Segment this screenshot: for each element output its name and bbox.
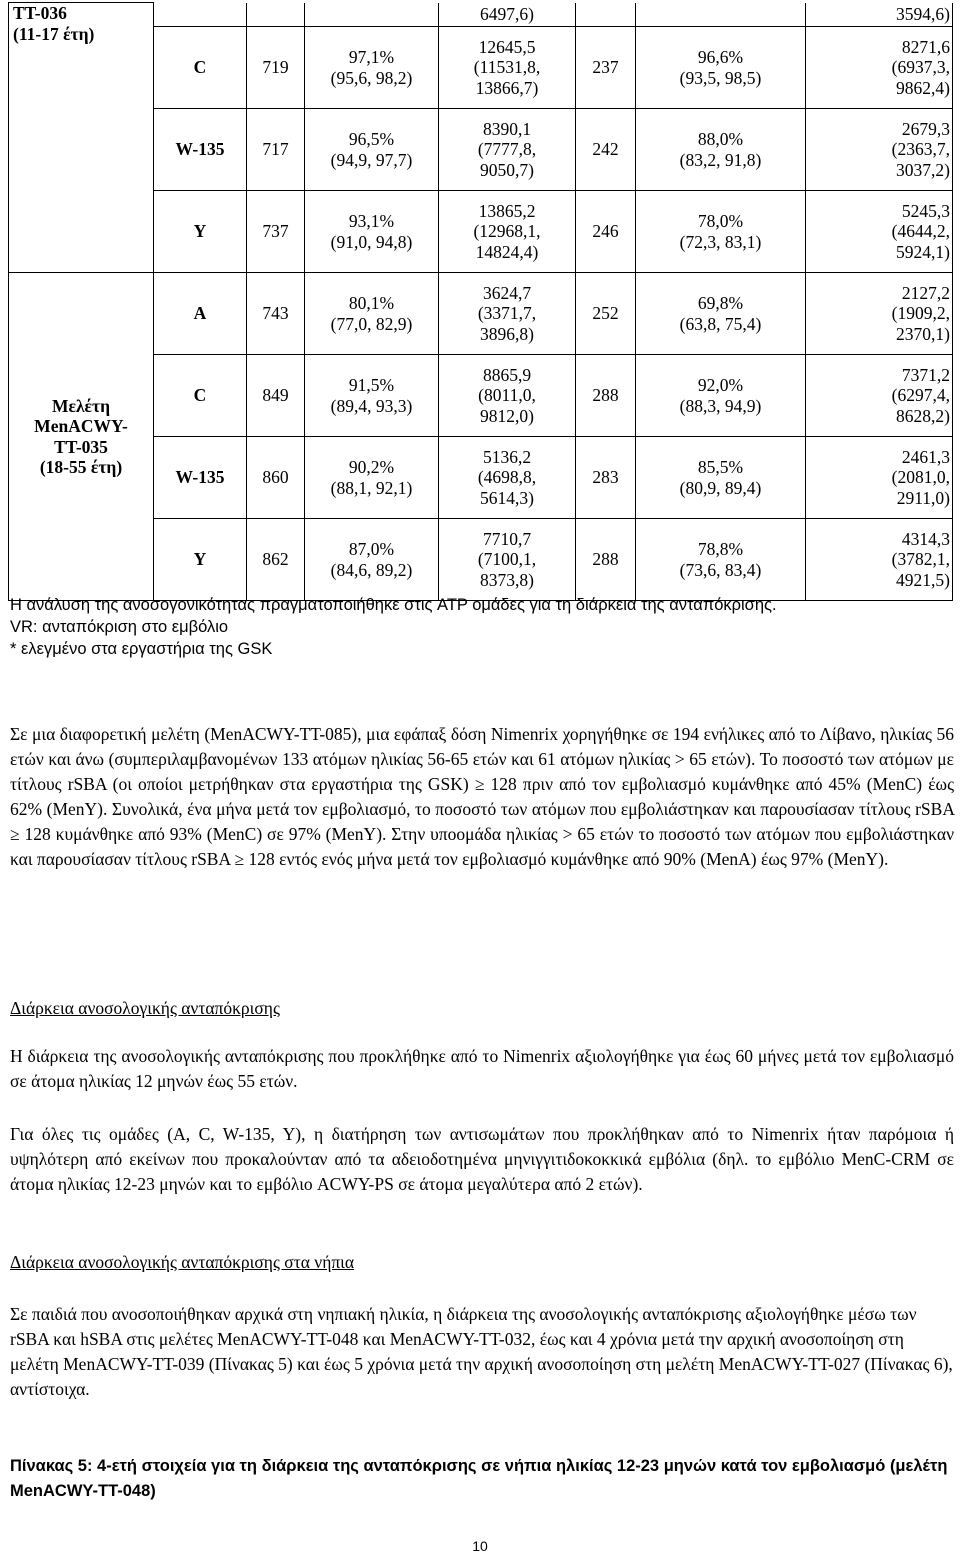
gmt2-ci-high: 9862,4) [896, 77, 950, 98]
pct-cell [305, 355, 439, 437]
gmt2-ci-high: 5924,1) [896, 241, 950, 262]
n2-cell: 242 [576, 109, 636, 191]
gmt2-ci-high: 8628,2) [896, 405, 950, 426]
paragraph-duration [10, 1044, 954, 1094]
heading-text: Διάρκεια ανοσολογικής ανταπόκρισης στα νήπια [10, 1252, 355, 1272]
pct2-value: 69,8% [697, 293, 744, 313]
empty-cell [247, 3, 305, 27]
gmt2-ci-high: 4921,5) [896, 569, 950, 590]
pct2-ci: (93,5, 98,5) [679, 67, 762, 88]
gmt2-value: 2461,3 [901, 446, 950, 467]
paragraph-persistence [10, 1122, 954, 1197]
study-age: (11-17 έτη) [13, 23, 95, 44]
gmt-ci-high: 14824,4) [475, 241, 539, 262]
n-cell: 717 [247, 109, 305, 191]
gmt-ci-high: 3896,8) [480, 323, 534, 344]
gmt2-cell [806, 437, 953, 519]
gmt2-cell [806, 355, 953, 437]
section-heading-infants [10, 1250, 954, 1275]
gmt-ci-low: (4698,8, [477, 467, 537, 488]
pct-ci: (88,1, 92,1) [330, 477, 413, 498]
pct-cell [305, 519, 439, 601]
pct2-ci: (73,6, 83,4) [679, 559, 762, 580]
text-run: 128 εντός ενός μήνα μετά τον εμβολιασμό κυμάνθηκε από 90% (MenA) έως 97% (MenY). [244, 849, 889, 869]
n-cell: 737 [247, 191, 305, 273]
pct2-ci: (83,2, 91,8) [679, 149, 762, 170]
gmt-cell [439, 519, 576, 601]
pct-value: 96,5% [348, 129, 395, 149]
group-cell: A [154, 273, 247, 355]
gmt2-ci-low: (4644,2, [891, 221, 950, 242]
gmt2-ci-low: (6297,4, [891, 385, 950, 406]
pct2-value: 85,5% [697, 457, 744, 477]
table5-title [10, 1454, 954, 1504]
gmt-value: 8390,1 [482, 118, 532, 139]
gmt2-cell [806, 109, 953, 191]
study-label: Μελέτη [51, 395, 111, 416]
pct2-cell [636, 519, 806, 601]
gmt-ci-high: 8373,8) [480, 569, 534, 590]
pct-cell [305, 27, 439, 109]
pct2-value: 78,8% [697, 539, 744, 559]
n-cell: 860 [247, 437, 305, 519]
pct-cell [305, 109, 439, 191]
table-row [9, 3, 953, 27]
pct2-ci: (72,3, 83,1) [679, 231, 762, 252]
pct-cell [305, 191, 439, 273]
gmt-ci-high: 9050,7) [480, 159, 534, 180]
group-cell: C [154, 355, 247, 437]
paragraph-text: Για όλες τις ομάδες (A, C, W-135, Y), η διατήρηση των αντισωμάτων που προκλήθηκαν από το Nimenrix ήταν παρόμοια ή υψηλότερη από εκείνων που προκαλούνταν από τα αδειοδοτημένα μηνιγγιτιδοκοκκικά εμβόλια (δηλ. το εμβόλιο MenC-CRM σε άτομα ηλικίας 12-23 μηνών και το εμβόλιο ACWY-PS σε άτομα μεγαλύτερα από 2 ετών). [10, 1124, 954, 1194]
pct-value: 93,1% [348, 211, 395, 231]
study-cell-tt035 [9, 273, 154, 601]
gmt2-cell [806, 27, 953, 109]
study-cell-tt036 [9, 3, 154, 273]
gmt2-value: 4314,3 [901, 528, 950, 549]
pct-ci: (91,0, 94,8) [330, 231, 413, 252]
table-notes [10, 594, 950, 660]
pct-cell [305, 273, 439, 355]
paragraph-tt085 [10, 722, 954, 872]
gmt2-value: 7371,2 [901, 364, 950, 385]
gmt2-ci-high: 2370,1) [896, 323, 950, 344]
group-cell: Y [154, 191, 247, 273]
pct-value: 87,0% [348, 539, 395, 559]
pct-ci: (77,0, 82,9) [330, 313, 413, 334]
gmt-ci-low: (11531,8, [473, 57, 541, 78]
gmt-cell [439, 437, 576, 519]
ge-symbol: ≥ [10, 824, 20, 844]
pct2-cell [636, 355, 806, 437]
study-label: MenACWY- [34, 416, 128, 436]
gmt-ci-low: (8011,0, [478, 385, 536, 406]
gmt-cell: 6497,6) [439, 3, 576, 27]
gmt2-ci-high: 3037,2) [896, 159, 950, 180]
empty-cell [636, 3, 806, 27]
pct2-cell [636, 437, 806, 519]
pct2-value: 96,6% [697, 47, 744, 67]
gmt2-cell: 3594,6) [806, 3, 953, 27]
empty-cell [154, 3, 247, 27]
n2-cell: 252 [576, 273, 636, 355]
group-cell: W-135 [154, 109, 247, 191]
paragraph-text [10, 722, 954, 872]
gmt2-ci-low: (1909,2, [891, 303, 950, 324]
heading-text: Διάρκεια ανοσολογικής ανταπόκρισης [10, 998, 280, 1018]
pct-value: 80,1% [348, 293, 395, 313]
paragraph-text: Η διάρκεια της ανοσολογικής ανταπόκρισης που προκλήθηκε από το Nimenrix αξιολογήθηκε για έως 60 μήνες μετά τον εμβολιασμό σε άτομα ηλικίας 12 μηνών έως 55 ετών. [10, 1046, 954, 1091]
pct2-value: 88,0% [697, 129, 744, 149]
pct2-cell [636, 27, 806, 109]
gmt-cell [439, 273, 576, 355]
gmt-ci-low: (3371,7, [477, 303, 537, 324]
empty-cell [305, 3, 439, 27]
gmt-cell [439, 27, 576, 109]
n2-cell: 237 [576, 27, 636, 109]
n2-cell: 288 [576, 355, 636, 437]
gmt-value: 13865,2 [478, 200, 536, 221]
pct2-value: 92,0% [697, 375, 744, 395]
gmt2-cell [806, 191, 953, 273]
gmt-cell [439, 355, 576, 437]
study-label: TT-036 [13, 3, 67, 23]
gmt2-ci-low: (3782,1, [891, 549, 950, 570]
gmt-value: 3624,7 [482, 282, 532, 303]
gmt-value: 12645,5 [478, 36, 536, 57]
pct-ci: (94,9, 97,7) [330, 149, 413, 170]
pct2-ci: (63,8, 75,4) [679, 313, 762, 334]
gmt-ci-low: (7100,1, [477, 549, 537, 570]
text-run: Σε μια διαφορετική μελέτη (MenACWY-TT-085), μια εφάπαξ δόση Nimenrix χορηγήθηκε σε 194 ενήλικες από το Λίβανο, ηλικίας 56 ετών και άνω (συμπεριλαμβανομένων 133 ατόμων ηλικίας 56-65 ετών και 61 ατόμων ηλικίας > 65 ετών). Το ποσοστό των ατόμων με τίτλους rSBA (οι οποίοι μετρήθηκαν στα εργαστήρια της GSK) [10, 724, 954, 794]
n-cell: 719 [247, 27, 305, 109]
ge-symbol: ≥ [234, 849, 245, 869]
gmt2-ci-low: (2081,0, [891, 467, 950, 488]
pct2-ci: (88,3, 94,9) [679, 395, 762, 416]
n-cell: 849 [247, 355, 305, 437]
results-table [8, 2, 953, 601]
caption-text: Πίνακας 5: 4-ετή στοιχεία για τη διάρκεια της ανταπόκρισης σε νήπια ηλικίας 12-23 μηνών κατά τον εμβολιασμό (μελέτη MenACWY-TT-048) [10, 1457, 948, 1500]
gmt2-value: 2127,2 [901, 282, 950, 303]
gmt-value: 7710,7 [482, 528, 532, 549]
paragraph-infants [10, 1302, 954, 1402]
gmt2-value: 2679,3 [901, 118, 950, 139]
text-run: 128 κυμάνθηκε από 93% (MenC) σε 97% (MenY). Στην υποομάδα ηλικίας > 65 ετών το ποσοστό των ατόμων που εμβολιάστηκαν και παρουσίασαν τίτλους rSBA [10, 824, 954, 869]
pct-ci: (89,4, 93,3) [330, 395, 413, 416]
pct2-ci: (80,9, 89,4) [679, 477, 762, 498]
gmt2-value: 5245,3 [901, 200, 950, 221]
n2-cell: 283 [576, 437, 636, 519]
n-cell: 862 [247, 519, 305, 601]
gmt-value: 8865,9 [482, 364, 532, 385]
gmt2-cell [806, 519, 953, 601]
paragraph-text: Σε παιδιά που ανοσοποιήθηκαν αρχικά στη νηπιακή ηλικία, η διάρκεια της ανοσολογικής ανταπόκρισης αξιολογήθηκε μέσω των rSBA και hSBA στις μελέτες MenACWY-TT-048 και MenACWY-TT-032, έως και 4 χρόνια μετά την αρχική ανοσοποίηση στη μελέτη MenACWY-TT-039 (Πίνακας 5) και έως 5 χρόνια μετά την αρχική ανοσοποίηση στη μελέτη MenACWY-TT-027 (Πίνακας 6), αντίστοιχα. [10, 1304, 953, 1399]
pct-ci: (84,6, 89,2) [330, 559, 413, 580]
pct-value: 91,5% [348, 375, 395, 395]
empty-cell [576, 3, 636, 27]
ge-symbol: ≥ [474, 774, 485, 794]
pct2-cell [636, 109, 806, 191]
section-heading-duration [10, 996, 954, 1021]
study-label: TT-035 [54, 436, 108, 457]
group-cell: C [154, 27, 247, 109]
pct2-cell [636, 273, 806, 355]
gmt2-ci-low: (2363,7, [891, 139, 950, 160]
gmt-ci-low: (12968,1, [473, 221, 541, 242]
study-age: (18-55 έτη) [39, 457, 123, 477]
gmt2-value: 8271,6 [901, 36, 950, 57]
gmt2-ci-low: (6937,3, [891, 57, 950, 78]
pct2-value: 78,0% [697, 211, 744, 231]
note-gsk: * ελεγμένο στα εργαστήρια της GSK [10, 640, 273, 658]
gmt-cell [439, 109, 576, 191]
note-vr: VR: ανταπόκριση στο εμβόλιο [10, 618, 229, 636]
gmt2-cell [806, 273, 953, 355]
gmt-ci-low: (7777,8, [477, 139, 537, 160]
n2-cell: 288 [576, 519, 636, 601]
text-run: 128 πριν από τον εμβολιασμό κυμάνθηκε από 45% (MenC) έως 62% (MenY). Συνολικά, ένα μήνα μετά τον εμβολιασμό, το ποσοστό των ατόμων που εμβολιάστηκαν και παρουσίασαν τίτλους rSBA [10, 774, 954, 819]
pct-ci: (95,6, 98,2) [330, 67, 413, 88]
page-number: 10 [472, 1538, 488, 1554]
gmt-value: 5136,2 [482, 446, 532, 467]
gmt-ci-high: 13866,7) [475, 77, 539, 98]
gmt2-ci-high: 2911,0) [896, 487, 950, 508]
pct-cell [305, 437, 439, 519]
group-cell: Y [154, 519, 247, 601]
pct-value: 97,1% [348, 47, 395, 67]
note-analysis: Η ανάλυση της ανοσογονικότητας πραγματοποιήθηκε στις ATP ομάδες για τη διάρκεια της ανταπόκρισης. [10, 596, 777, 614]
table-row [9, 273, 953, 355]
n2-cell: 246 [576, 191, 636, 273]
pct2-cell [636, 191, 806, 273]
group-cell: W-135 [154, 437, 247, 519]
gmt-ci-high: 5614,3) [480, 487, 534, 508]
gmt-ci-high: 9812,0) [480, 405, 534, 426]
n-cell: 743 [247, 273, 305, 355]
pct-value: 90,2% [348, 457, 395, 477]
gmt-cell [439, 191, 576, 273]
